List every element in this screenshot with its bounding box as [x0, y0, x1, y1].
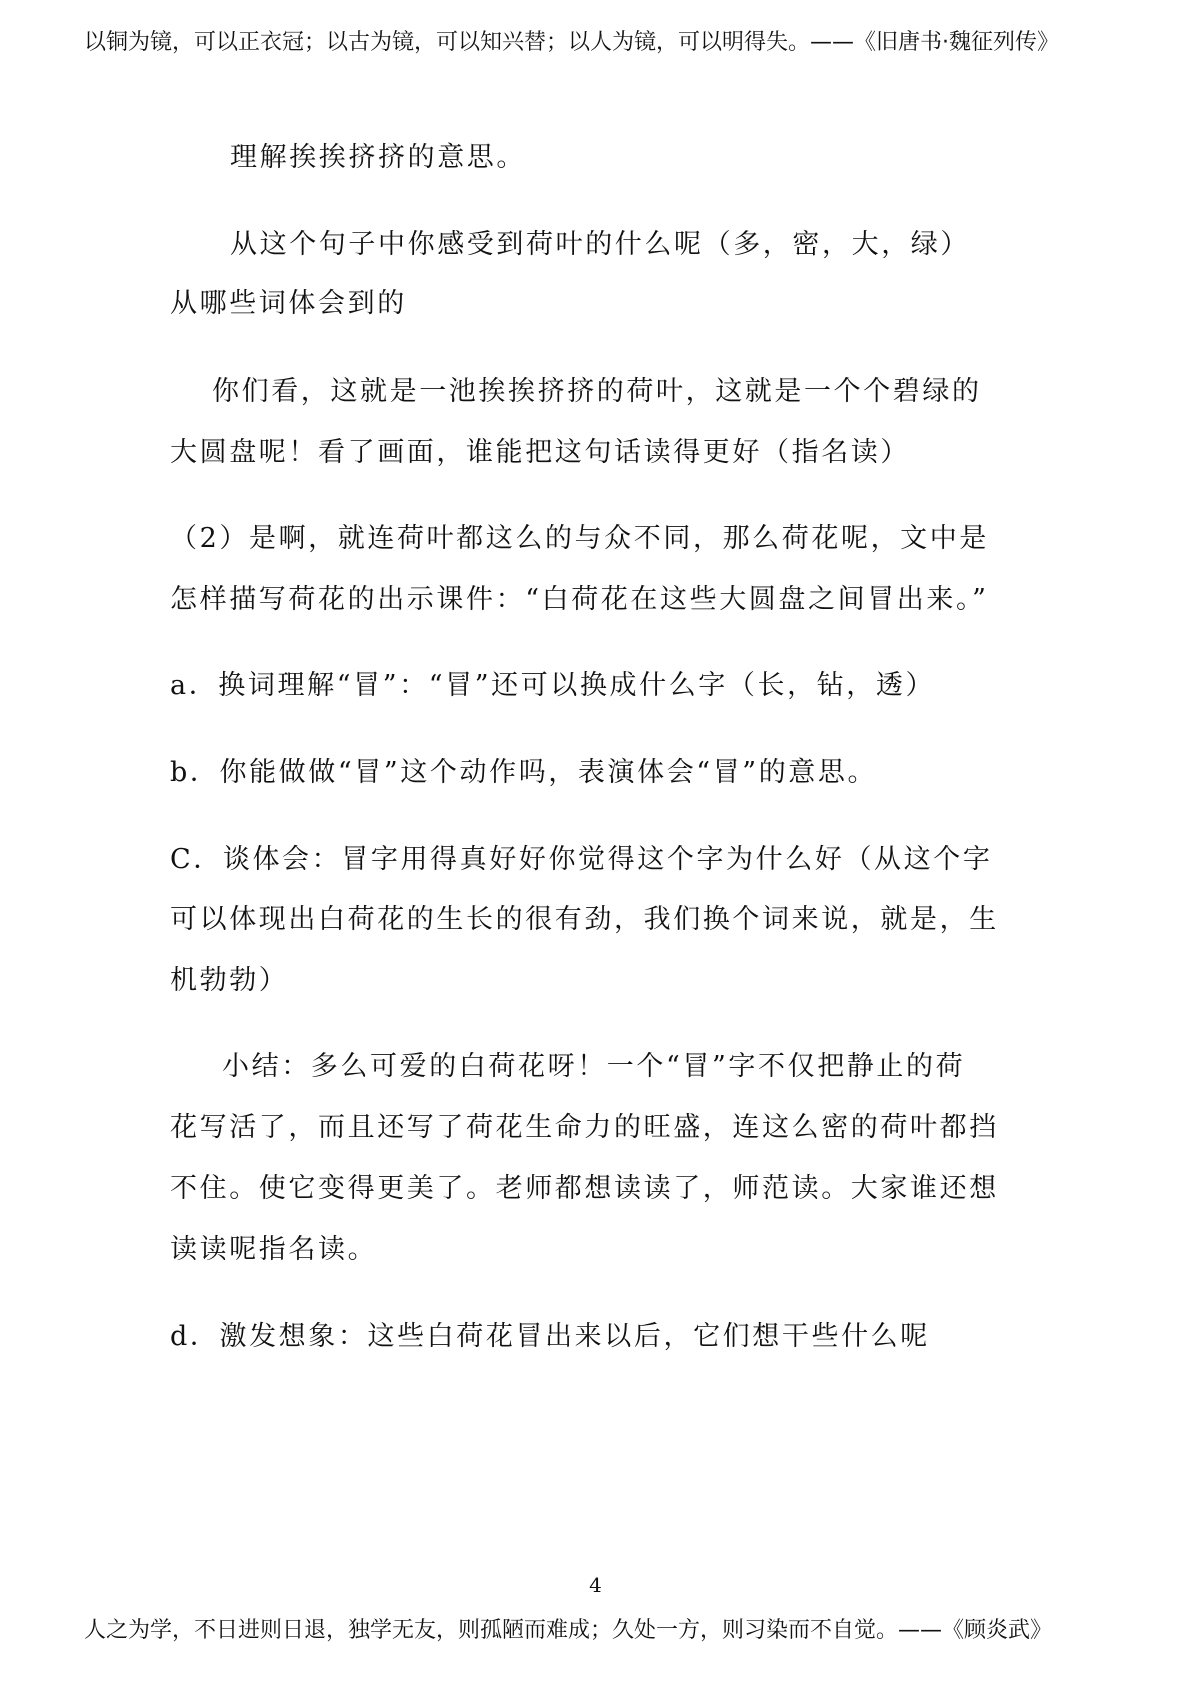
- paragraph-line-14: 花写活了，而且还写了荷花生命力的旺盛，连这么密的荷叶都挡: [170, 1112, 999, 1143]
- paragraph-line-9: b．你能做做“冒”这个动作吗，表演体会“冒”的意思。: [170, 757, 878, 788]
- paragraph-line-1: 理解挨挨挤挤的意思。: [230, 142, 526, 173]
- header-quote: 以铜为镜，可以正衣冠；以古为镜，可以知兴替；以人为镜，可以明得失。——《旧唐书·魏征列传》: [84, 30, 1059, 55]
- paragraph-line-4: 你们看，这就是一池挨挨挤挤的荷叶，这就是一个个碧绿的: [212, 376, 982, 407]
- page-number: 4: [589, 1573, 602, 1597]
- paragraph-line-13: 小结：多么可爱的白荷花呀！一个“冒”字不仅把静止的荷: [222, 1051, 966, 1082]
- paragraph-line-6: （2）是啊，就连荷叶都这么的与众不同，那么荷花呢，文中是: [170, 523, 989, 554]
- paragraph-line-10: C．谈体会：冒字用得真好好你觉得这个字为什么好（从这个字: [170, 844, 993, 875]
- paragraph-line-17: d．激发想象：这些白荷花冒出来以后，它们想干些什么呢: [170, 1321, 930, 1352]
- paragraph-line-3: 从哪些词体会到的: [170, 288, 407, 319]
- paragraph-line-16: 读读呢指名读。: [170, 1234, 378, 1265]
- paragraph-line-5: 大圆盘呢！看了画面，谁能把这句话读得更好（指名读）: [170, 437, 910, 468]
- paragraph-line-12: 机勃勃）: [170, 965, 289, 996]
- paragraph-line-15: 不住。使它变得更美了。老师都想读读了，师范读。大家谁还想: [170, 1173, 999, 1204]
- paragraph-line-11: 可以体现出白荷花的生长的很有劲，我们换个词来说，就是，生: [170, 904, 999, 935]
- paragraph-line-8: a．换词理解“冒”：“冒”还可以换成什么字（长，钻，透）: [170, 670, 936, 701]
- paragraph-line-2: 从这个句子中你感受到荷叶的什么呢（多，密，大，绿）: [230, 229, 970, 260]
- paragraph-line-7: 怎样描写荷花的出示课件：“白荷花在这些大圆盘之间冒出来。”: [170, 584, 989, 615]
- footer-quote: 人之为学，不日进则日退，独学无友，则孤陋而难成；久处一方，则习染而不自觉。——《顾炎武》: [84, 1618, 1053, 1643]
